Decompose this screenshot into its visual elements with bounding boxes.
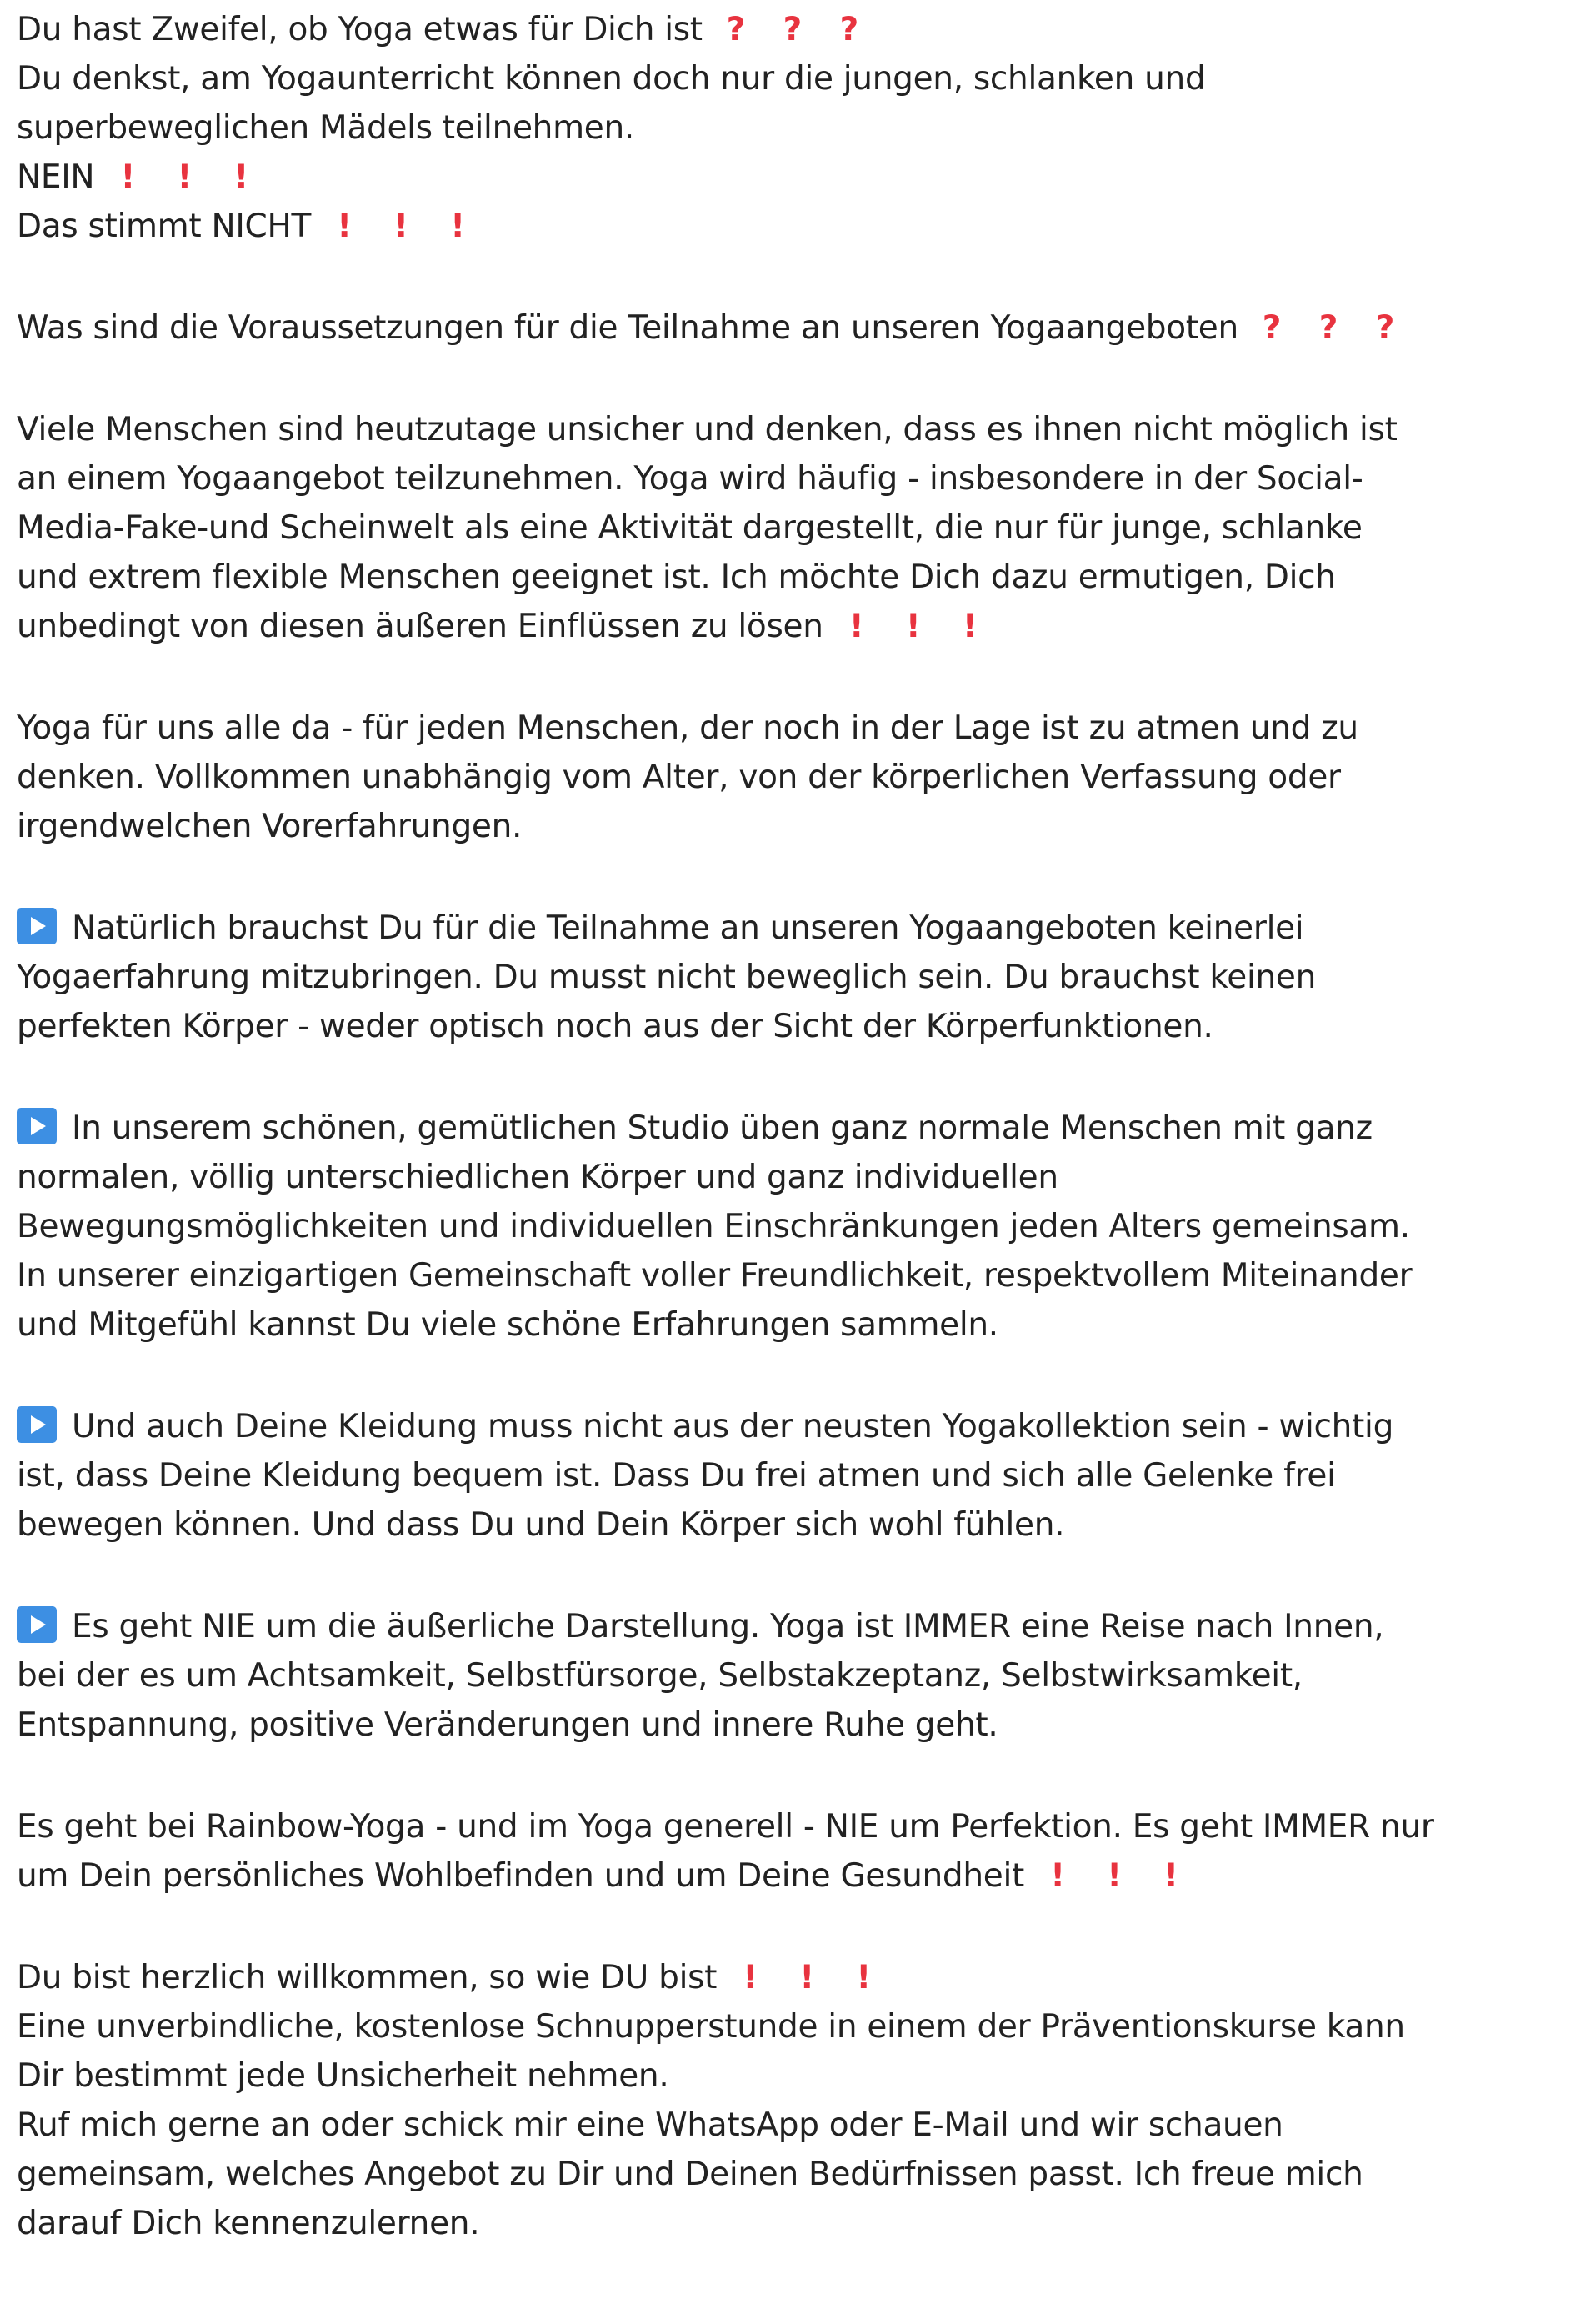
bullet-paragraph-inner-journey <box>17 1602 1579 1750</box>
question-marks <box>1243 303 1413 353</box>
red-question-mark-icon: ? <box>839 11 858 48</box>
exclamation-marks <box>1029 1851 1199 1901</box>
play-button-icon <box>17 1406 57 1443</box>
text-line: denken. Vollkommen unabhängig vom Alter, von der körperlichen Verfassung oder <box>17 759 1341 796</box>
text-line: Media-Fake-und Scheinwelt als eine Aktivität dargestellt, die nur für junge, schlanke <box>17 509 1363 547</box>
text-line: Das stimmt NICHT <box>17 208 312 245</box>
exclamation-marks <box>828 602 998 651</box>
red-question-mark-icon: ? <box>1262 309 1282 347</box>
exclamation-marks <box>722 1953 892 2002</box>
text-line: NEIN <box>17 158 95 196</box>
play-button-icon <box>17 908 57 944</box>
text-line: Entspannung, positive Veränderungen und innere Ruhe geht. <box>17 1706 998 1744</box>
question-marks <box>708 5 878 54</box>
text-line: Es geht bei Rainbow-Yoga - und im Yoga generell - NIE um Perfektion. Es geht IMMER nur <box>17 1808 1434 1846</box>
text-line: gemeinsam, welches Angebot zu Dir und Deinen Bedürfnissen passt. Ich freue mich <box>17 2156 1363 2193</box>
bullet-paragraph-clothing <box>17 1402 1579 1550</box>
text-line: In unserer einzigartigen Gemeinschaft voller Freundlichkeit, respektvollem Miteinander <box>17 1257 1413 1295</box>
red-question-mark-icon: ? <box>1375 309 1395 347</box>
red-exclamation-mark-icon: ! <box>743 1959 758 1996</box>
text-line: superbeweglichen Mädels teilnehmen. <box>17 109 634 147</box>
paragraph-uncertainty <box>17 405 1579 651</box>
text-line: Es geht NIE um die äußerliche Darstellung. Yoga ist IMMER eine Reise nach Innen, <box>72 1608 1384 1645</box>
text-line: unbedingt von diesen äußeren Einflüssen zu lösen <box>17 608 823 645</box>
text-line: In unserem schönen, gemütlichen Studio üben ganz normale Menschen mit ganz <box>72 1109 1373 1147</box>
text-line: Yogaerfahrung mitzubringen. Du musst nicht beweglich sein. Du brauchst keinen <box>17 959 1317 996</box>
red-exclamation-mark-icon: ! <box>1163 1857 1178 1895</box>
text-line: Viele Menschen sind heutzutage unsicher und denken, dass es ihnen nicht möglich ist <box>17 411 1398 448</box>
red-exclamation-mark-icon: ! <box>177 158 193 196</box>
text-line: Natürlich brauchst Du für die Teilnahme an unseren Yogaangeboten keinerlei <box>72 909 1304 947</box>
red-exclamation-mark-icon: ! <box>1050 1857 1065 1895</box>
red-exclamation-mark-icon: ! <box>337 208 352 245</box>
play-button-icon <box>17 1108 57 1144</box>
text-line: bei der es um Achtsamkeit, Selbstfürsorge, Selbstakzeptanz, Selbstwirksamkeit, <box>17 1657 1303 1695</box>
text-line: bewegen können. Und dass Du und Dein Körper sich wohl fühlen. <box>17 1506 1065 1544</box>
text-line: darauf Dich kennenzulernen. <box>17 2205 480 2242</box>
paragraph-perfection <box>17 1802 1579 1901</box>
red-question-mark-icon: ? <box>1318 309 1338 347</box>
red-exclamation-mark-icon: ! <box>120 158 136 196</box>
text-line: und Mitgefühl kannst Du viele schöne Erfahrungen sammeln. <box>17 1306 998 1344</box>
red-exclamation-mark-icon: ! <box>799 1959 814 1996</box>
text-line: Du hast Zweifel, ob Yoga etwas für Dich ist <box>17 11 703 48</box>
red-exclamation-mark-icon: ! <box>233 158 249 196</box>
red-exclamation-mark-icon: ! <box>450 208 465 245</box>
red-exclamation-mark-icon: ! <box>393 208 408 245</box>
text-line: ist, dass Deine Kleidung bequem ist. Dass Du frei atmen und sich alle Gelenke frei <box>17 1457 1336 1495</box>
red-exclamation-mark-icon: ! <box>856 1959 871 1996</box>
exclamation-marks <box>316 202 486 251</box>
red-exclamation-mark-icon: ! <box>1107 1857 1122 1895</box>
exclamation-marks <box>99 153 269 202</box>
text-line: Eine unverbindliche, kostenlose Schnupperstunde in einem der Präventionskurse kann <box>17 2008 1405 2046</box>
bullet-paragraph-studio <box>17 1104 1579 1350</box>
paragraph-intro <box>17 5 1579 251</box>
red-exclamation-mark-icon: ! <box>962 608 978 645</box>
play-button-icon <box>17 1606 57 1643</box>
text-line: um Dein persönliches Wohlbefinden und um Deine Gesundheit <box>17 1857 1025 1895</box>
text-line: an einem Yogaangebot teilzunehmen. Yoga wird häufig - insbesondere in der Social- <box>17 460 1363 498</box>
text-line: Du bist herzlich willkommen, so wie DU bist <box>17 1959 718 1996</box>
red-exclamation-mark-icon: ! <box>905 608 921 645</box>
text-line: Dir bestimmt jede Unsicherheit nehmen. <box>17 2057 669 2095</box>
paragraph-question <box>17 303 1579 353</box>
text-line: Was sind die Voraussetzungen für die Teilnahme an unseren Yogaangeboten <box>17 309 1238 347</box>
text-line: perfekten Körper - weder optisch noch aus der Sicht der Körperfunktionen. <box>17 1008 1213 1045</box>
red-exclamation-mark-icon: ! <box>848 608 864 645</box>
paragraph-welcome <box>17 1953 1579 2248</box>
text-line: normalen, völlig unterschiedlichen Körper und ganz individuellen <box>17 1159 1058 1196</box>
red-question-mark-icon: ? <box>783 11 802 48</box>
text-line: Du denkst, am Yogaunterricht können doch nur die jungen, schlanken und <box>17 60 1206 98</box>
bullet-paragraph-experience <box>17 904 1579 1051</box>
text-line: und extrem flexible Menschen geeignet ist. Ich möchte Dich dazu ermutigen, Dich <box>17 558 1336 596</box>
text-line: Bewegungsmöglichkeiten und individuellen Einschränkungen jeden Alters gemeinsam. <box>17 1208 1410 1245</box>
text-line: irgendwelchen Vorerfahrungen. <box>17 808 523 845</box>
text-line: Yoga für uns alle da - für jeden Menschen, der noch in der Lage ist zu atmen und zu <box>17 709 1358 747</box>
text-line: Und auch Deine Kleidung muss nicht aus der neusten Yogakollektion sein - wichtig <box>72 1408 1394 1445</box>
red-question-mark-icon: ? <box>726 11 745 48</box>
paragraph-yoga-for-all <box>17 704 1579 851</box>
text-line: Ruf mich gerne an oder schick mir eine WhatsApp oder E-Mail und wir schauen <box>17 2106 1283 2144</box>
